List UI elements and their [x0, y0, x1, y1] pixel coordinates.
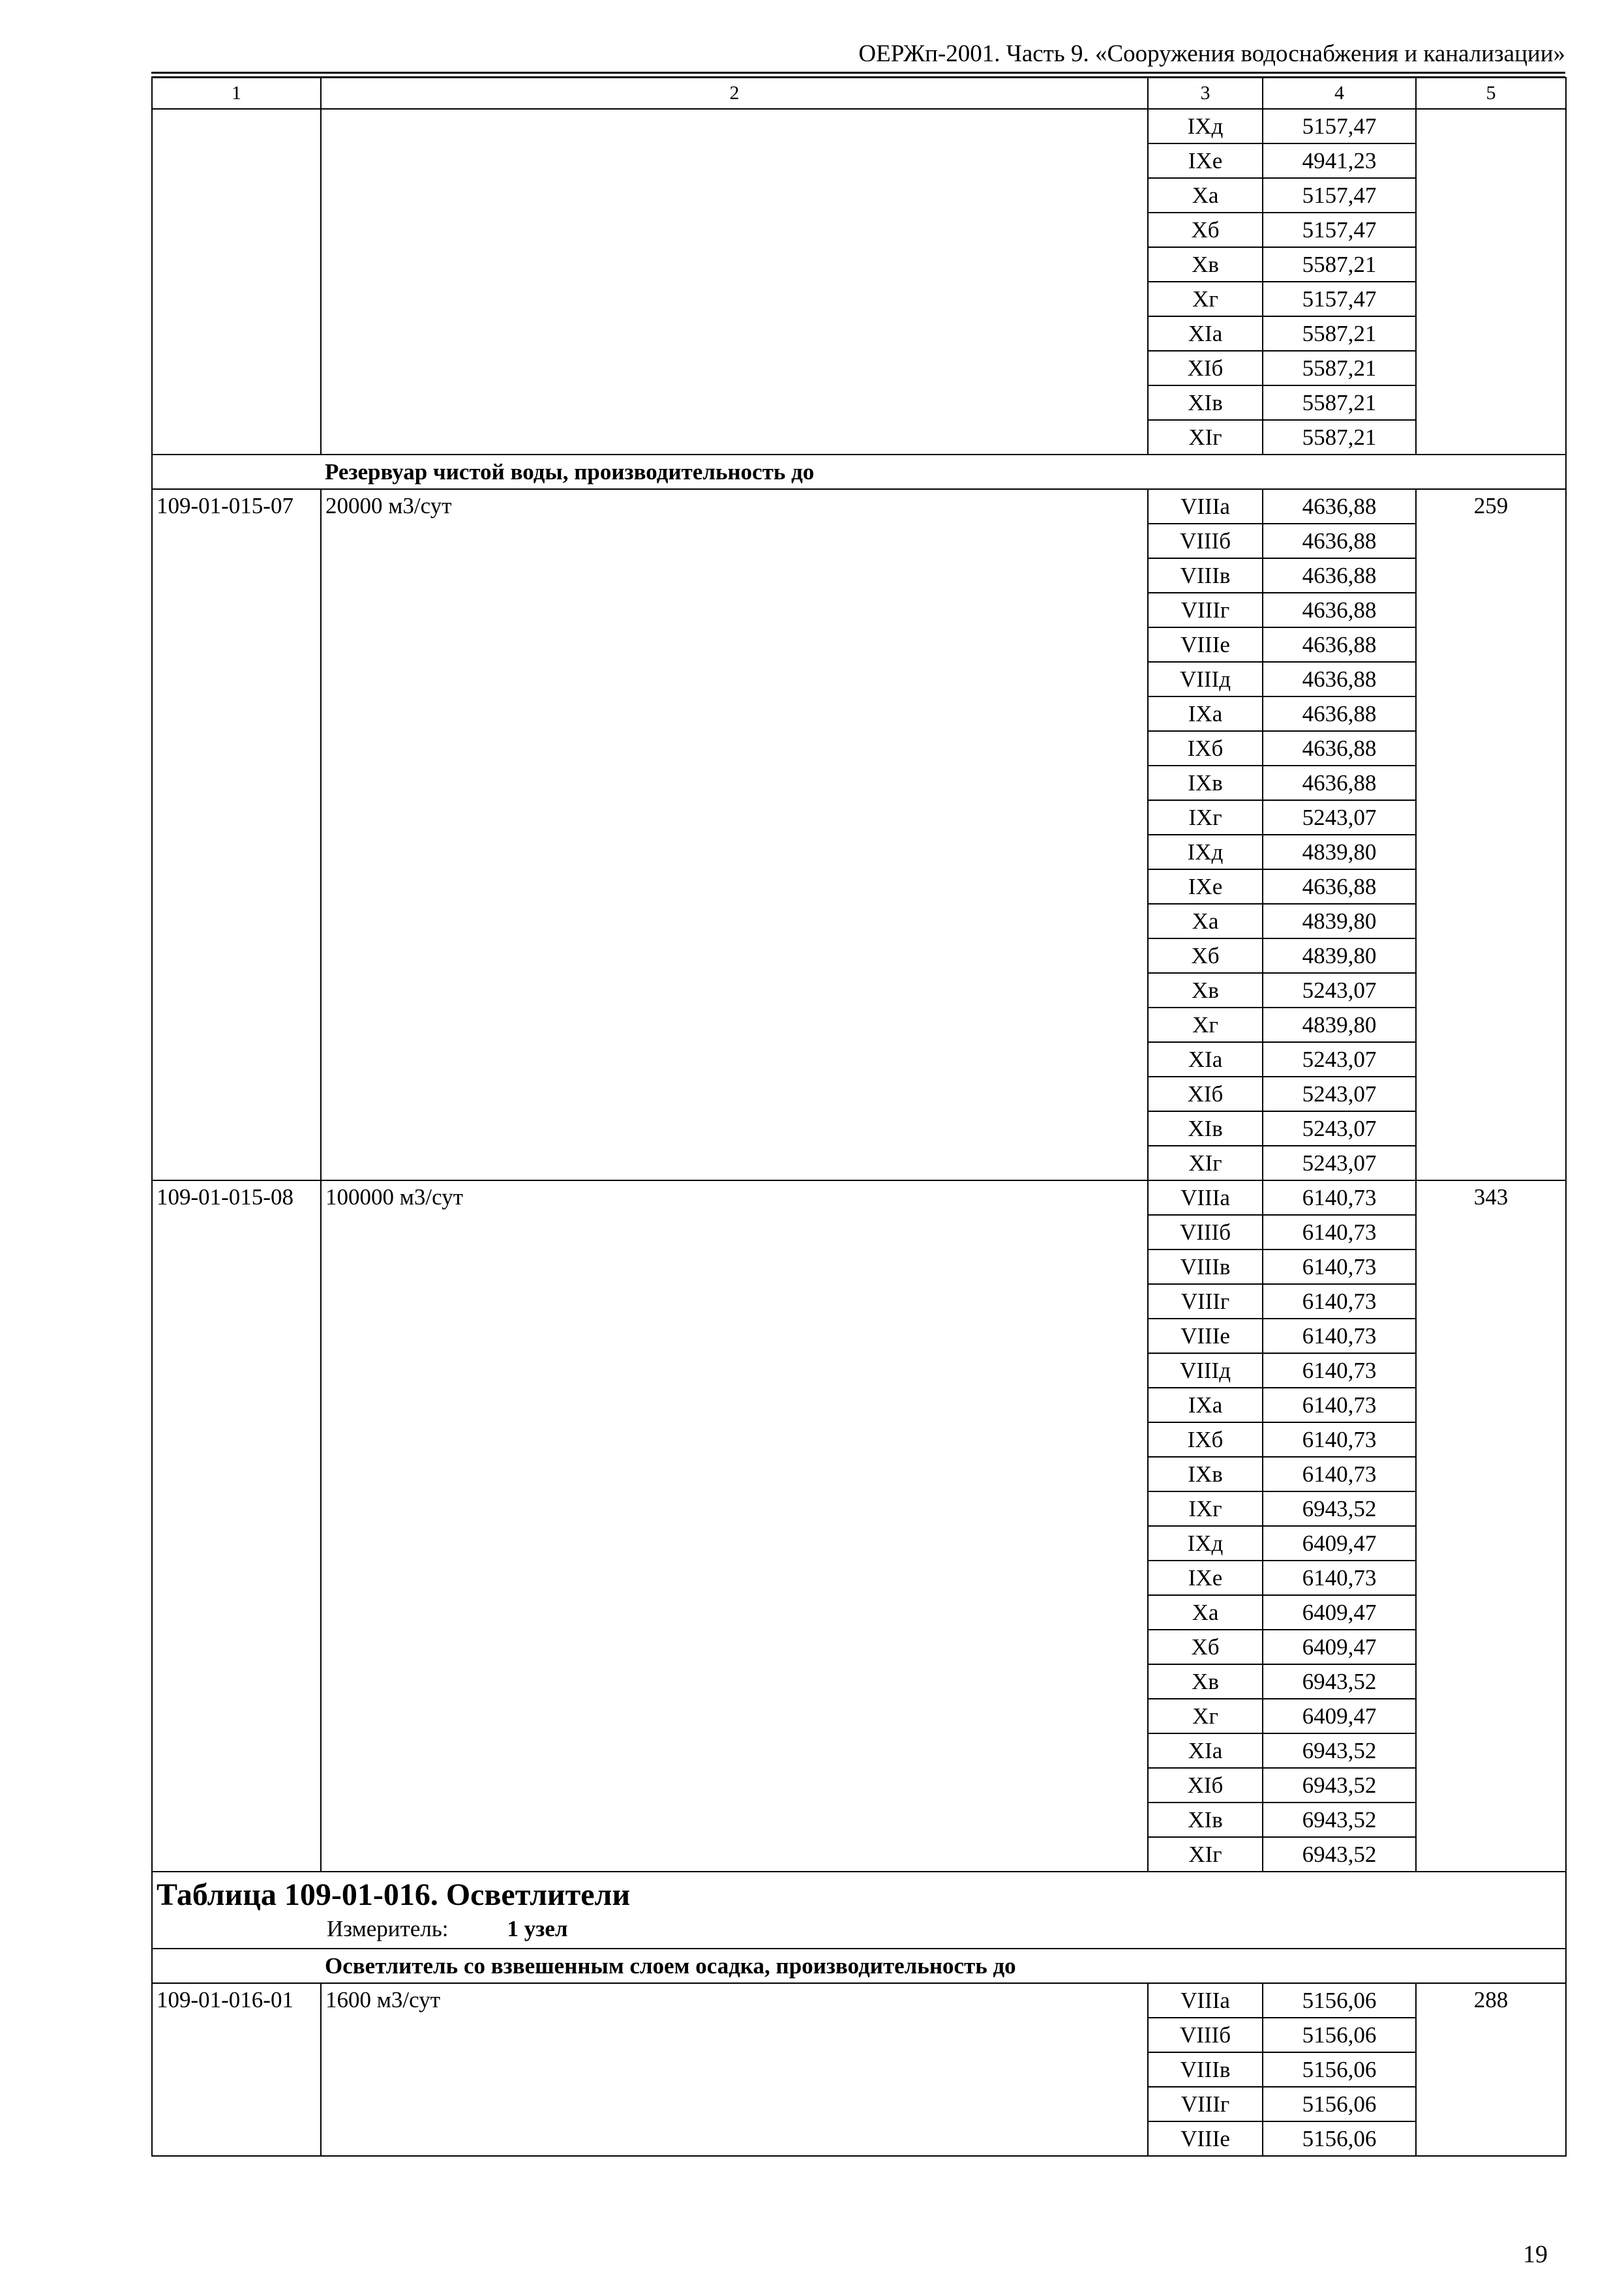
zone-cell: Xв	[1148, 247, 1263, 282]
price-cell: 5156,06	[1263, 1983, 1416, 2018]
zone-cell: Xв	[1148, 973, 1263, 1008]
price-cell: 5243,07	[1263, 1042, 1416, 1077]
weight-cell	[1416, 109, 1566, 455]
price-cell: 4636,88	[1263, 558, 1416, 593]
price-cell: 5157,47	[1263, 213, 1416, 247]
zone-cell: XIа	[1148, 1733, 1263, 1768]
price-cell: 5243,07	[1263, 1111, 1416, 1146]
price-cell: 4636,88	[1263, 731, 1416, 766]
item-name: 1600 м3/сут	[321, 1983, 1148, 2156]
price-cell: 5587,21	[1263, 385, 1416, 420]
price-cell: 5157,47	[1263, 178, 1416, 213]
section-title: Осветлитель со взвешенным слоем осадка, производительность до	[321, 1949, 1566, 1983]
zone-cell: VIIIд	[1148, 1353, 1263, 1388]
price-cell: 6140,73	[1263, 1422, 1416, 1457]
price-cell: 4636,88	[1263, 524, 1416, 558]
measure-value: 1 узел	[507, 1916, 568, 1941]
price-cell: 4636,88	[1263, 662, 1416, 696]
zone-cell: VIIIе	[1148, 1319, 1263, 1353]
zone-cell: IXд	[1148, 1526, 1263, 1561]
price-cell: 5156,06	[1263, 2087, 1416, 2121]
price-cell: 6140,73	[1263, 1457, 1416, 1491]
rates-table-body	[152, 78, 1566, 2156]
price-cell: 6140,73	[1263, 1180, 1416, 1215]
price-cell: 6409,47	[1263, 1526, 1416, 1561]
item-name: 20000 м3/сут	[321, 489, 1148, 1180]
price-cell: 5243,07	[1263, 1077, 1416, 1111]
price-cell: 4636,88	[1263, 489, 1416, 524]
zone-cell: Xг	[1148, 1008, 1263, 1042]
price-cell: 6140,73	[1263, 1249, 1416, 1284]
zone-cell: VIIIв	[1148, 558, 1263, 593]
header-title: ОЕРЖп-2001. Часть 9. «Сооружения водоснабжения и канализации»	[858, 40, 1565, 67]
section-row	[152, 455, 1566, 489]
zone-cell: XIа	[1148, 1042, 1263, 1077]
item-code	[152, 109, 321, 455]
zone-cell: IXа	[1148, 696, 1263, 731]
zone-cell: XIа	[1148, 316, 1263, 351]
item-name: 100000 м3/сут	[321, 1180, 1148, 1872]
zone-cell: XIв	[1148, 1803, 1263, 1837]
price-cell: 5157,47	[1263, 109, 1416, 143]
table-title: Таблица 109-01-016. Осветлители	[157, 1878, 631, 1912]
zone-cell: IXг	[1148, 1491, 1263, 1526]
price-cell: 6409,47	[1263, 1630, 1416, 1664]
price-cell: 6140,73	[1263, 1388, 1416, 1422]
zone-cell: Xа	[1148, 904, 1263, 938]
table-title-cell	[152, 1872, 1566, 1949]
zone-cell: VIIIд	[1148, 662, 1263, 696]
zone-cell: IXв	[1148, 1457, 1263, 1491]
zone-cell: IXд	[1148, 835, 1263, 869]
table-row	[152, 1180, 1566, 1215]
price-cell: 6943,52	[1263, 1803, 1416, 1837]
price-cell: 6409,47	[1263, 1595, 1416, 1630]
price-cell: 6943,52	[1263, 1837, 1416, 1872]
price-cell: 4839,80	[1263, 904, 1416, 938]
price-cell: 6140,73	[1263, 1319, 1416, 1353]
zone-cell: XIв	[1148, 1111, 1263, 1146]
page-header	[151, 29, 1565, 67]
zone-cell: IXв	[1148, 766, 1263, 800]
price-cell: 5157,47	[1263, 282, 1416, 316]
section-row	[152, 1949, 1566, 1983]
zone-cell: VIIIа	[1148, 489, 1263, 524]
zone-cell: IXд	[1148, 109, 1263, 143]
zone-cell: VIIIа	[1148, 1983, 1263, 2018]
zone-cell: VIIIг	[1148, 593, 1263, 627]
zone-cell: Xг	[1148, 282, 1263, 316]
zone-cell: VIIIб	[1148, 2018, 1263, 2052]
zone-cell: VIIIв	[1148, 1249, 1263, 1284]
price-cell: 5156,06	[1263, 2018, 1416, 2052]
table-row	[152, 1983, 1566, 2018]
price-cell: 4839,80	[1263, 835, 1416, 869]
price-cell: 5243,07	[1263, 1146, 1416, 1180]
price-cell: 4839,80	[1263, 938, 1416, 973]
price-cell: 4636,88	[1263, 696, 1416, 731]
price-cell: 4839,80	[1263, 1008, 1416, 1042]
item-code: 109-01-015-08	[152, 1180, 321, 1872]
table-row	[152, 109, 1566, 143]
zone-cell: IXа	[1148, 1388, 1263, 1422]
zone-cell: VIIIв	[1148, 2052, 1263, 2087]
zone-cell: IXе	[1148, 869, 1263, 904]
price-cell: 5243,07	[1263, 973, 1416, 1008]
zone-cell: XIг	[1148, 1146, 1263, 1180]
zone-cell: VIIIе	[1148, 2121, 1263, 2156]
price-cell: 6140,73	[1263, 1215, 1416, 1249]
price-cell: 4941,23	[1263, 143, 1416, 178]
price-cell: 6943,52	[1263, 1768, 1416, 1803]
zone-cell: XIб	[1148, 1768, 1263, 1803]
zone-cell: Xг	[1148, 1699, 1263, 1733]
price-cell: 4636,88	[1263, 593, 1416, 627]
weight-cell: 288	[1416, 1983, 1566, 2156]
item-code: 109-01-016-01	[152, 1983, 321, 2156]
price-cell: 5587,21	[1263, 247, 1416, 282]
column-number: 3	[1148, 78, 1263, 109]
price-cell: 6140,73	[1263, 1353, 1416, 1388]
zone-cell: XIб	[1148, 1077, 1263, 1111]
price-cell: 6140,73	[1263, 1284, 1416, 1319]
page-number: 19	[1523, 2241, 1548, 2268]
zone-cell: VIIIе	[1148, 627, 1263, 662]
zone-cell: Xб	[1148, 1630, 1263, 1664]
zone-cell: VIIIг	[1148, 1284, 1263, 1319]
price-cell: 5156,06	[1263, 2052, 1416, 2087]
price-cell: 6409,47	[1263, 1699, 1416, 1733]
price-cell: 4636,88	[1263, 869, 1416, 904]
price-cell: 5587,21	[1263, 316, 1416, 351]
zone-cell: VIIIб	[1148, 1215, 1263, 1249]
weight-cell: 259	[1416, 489, 1566, 1180]
column-number-row	[152, 78, 1566, 109]
zone-cell: Xб	[1148, 213, 1263, 247]
zone-cell: Xв	[1148, 1664, 1263, 1699]
section-title: Резервуар чистой воды, производительность до	[321, 455, 1566, 489]
weight-cell: 343	[1416, 1180, 1566, 1872]
item-name	[321, 109, 1148, 455]
zone-cell: XIг	[1148, 420, 1263, 455]
zone-cell: VIIIг	[1148, 2087, 1263, 2121]
section-code-cell	[152, 455, 321, 489]
zone-cell: Xб	[1148, 938, 1263, 973]
zone-cell: Xа	[1148, 178, 1263, 213]
zone-cell: XIв	[1148, 385, 1263, 420]
price-cell: 5587,21	[1263, 351, 1416, 385]
price-cell: 6943,52	[1263, 1491, 1416, 1526]
zone-cell: IXе	[1148, 1561, 1263, 1595]
zone-cell: XIб	[1148, 351, 1263, 385]
zone-cell: VIIIб	[1148, 524, 1263, 558]
price-cell: 6943,52	[1263, 1733, 1416, 1768]
column-number: 5	[1416, 78, 1566, 109]
price-cell: 5156,06	[1263, 2121, 1416, 2156]
measure-label: Измеритель:	[327, 1916, 449, 1941]
column-number: 2	[321, 78, 1148, 109]
zone-cell: IXг	[1148, 800, 1263, 835]
price-cell: 5243,07	[1263, 800, 1416, 835]
zone-cell: IXб	[1148, 731, 1263, 766]
price-cell: 4636,88	[1263, 766, 1416, 800]
section-code-cell	[152, 1949, 321, 1983]
zone-cell: IXб	[1148, 1422, 1263, 1457]
table-row	[152, 489, 1566, 524]
table-title-row	[152, 1872, 1566, 1949]
price-cell: 6943,52	[1263, 1664, 1416, 1699]
header-rule-top	[151, 72, 1565, 74]
zone-cell: Xа	[1148, 1595, 1263, 1630]
column-number: 4	[1263, 78, 1416, 109]
measure-line	[327, 1914, 1561, 1944]
rates-table	[151, 77, 1567, 2157]
item-code: 109-01-015-07	[152, 489, 321, 1180]
zone-cell: IXе	[1148, 143, 1263, 178]
price-cell: 4636,88	[1263, 627, 1416, 662]
zone-cell: VIIIа	[1148, 1180, 1263, 1215]
price-cell: 6140,73	[1263, 1561, 1416, 1595]
column-number: 1	[152, 78, 321, 109]
zone-cell: XIг	[1148, 1837, 1263, 1872]
price-cell: 5587,21	[1263, 420, 1416, 455]
